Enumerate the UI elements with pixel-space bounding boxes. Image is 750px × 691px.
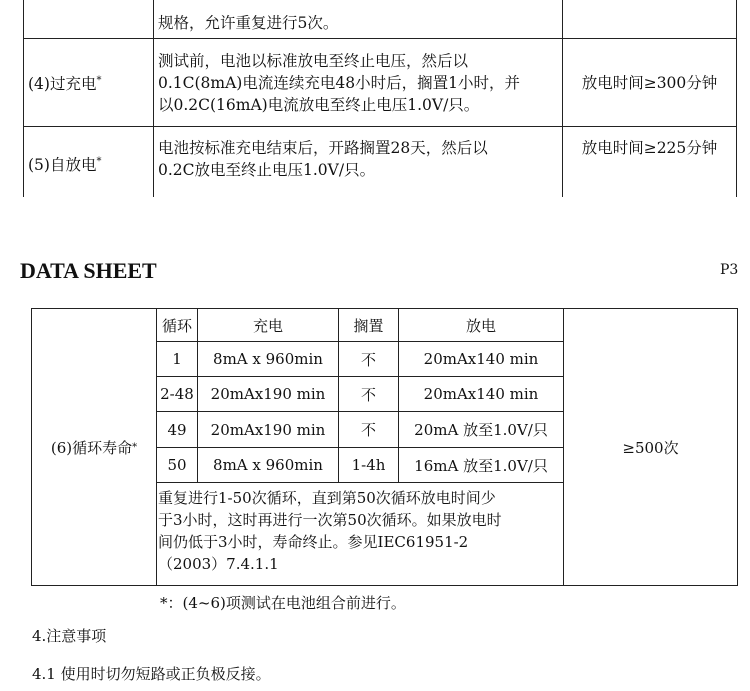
- row4-desc-cell: [154, 39, 563, 127]
- row5-label-cell: [24, 127, 154, 201]
- table-cell: 20mAx140 min: [423, 350, 539, 368]
- table-cell: 20mA 放至1.0V/只: [414, 421, 548, 439]
- table-cell: 1: [172, 350, 182, 368]
- header-rest: 搁置: [353, 317, 384, 335]
- cycle-note-line: 间仍低于3小时，寿命终止。参见IEC61951-2: [158, 533, 469, 551]
- table-cell: 8mA x 960min: [213, 350, 323, 368]
- header-discharge: 放电: [465, 317, 496, 335]
- table-cell: 16mA 放至1.0V/只: [414, 456, 548, 475]
- row5-label: (5)自放电: [28, 156, 97, 175]
- row5-desc-line: 0.2C放电至终止电压1.0V/只。: [158, 161, 376, 179]
- row5-result: 放电时间≥225分钟: [563, 127, 737, 201]
- row4-desc-line: 0.1C(8mA)电流连续充电48小时后，搁置1小时，并: [158, 73, 520, 92]
- table-cell: 49: [167, 420, 187, 439]
- cycle-life-star: *: [132, 442, 138, 453]
- table-cell: 不: [360, 385, 376, 404]
- page-number: P3: [720, 262, 739, 278]
- table-cell: 2-48: [160, 385, 194, 403]
- row5-star: *: [96, 155, 102, 167]
- page-title: DATA SHEET: [20, 258, 157, 283]
- cycle-note-line: 重复进行1-50次循环，直到第50次循环放电时间少: [158, 489, 496, 507]
- table-cell: 20mAx190 min: [210, 420, 326, 439]
- row4-desc-line: 测试前，电池以标准放电至终止电压，然后以: [158, 51, 469, 70]
- row3-desc-text: 规格，允许重复进行5次。: [158, 13, 339, 32]
- table-cell: 8mA x 960min: [213, 456, 323, 474]
- table-cell: 不: [360, 350, 376, 369]
- footnote: *：(4~6)项测试在电池组合前进行。: [160, 594, 406, 612]
- cycle-note: [158, 487, 560, 575]
- row4-desc-line: 以0.2C(16mA)电流放电至终止电压1.0V/只。: [158, 95, 480, 114]
- row3-label-cell: [24, 0, 154, 39]
- table-cell: 不: [360, 421, 376, 439]
- table-cell: 1-4h: [351, 456, 386, 474]
- section-title: 4.注意事项: [32, 627, 107, 645]
- row3-result-cell: [563, 0, 737, 39]
- cycle-note-line: （2003）7.4.1.1: [158, 555, 279, 573]
- cycle-life-label: (6)循环寿命: [50, 439, 133, 457]
- header-cycle: 循环: [161, 317, 192, 335]
- row4-star: *: [96, 74, 102, 86]
- row5-desc-cell: [154, 127, 563, 201]
- row3-desc-cell: [154, 0, 563, 39]
- row4-result: 放电时间≥300分钟: [563, 39, 737, 127]
- cycle-life-label-cell: [32, 309, 156, 586]
- table-cell: 20mAx190 min: [210, 385, 326, 403]
- header-charge: 充电: [252, 317, 283, 335]
- cycle-life-result: ≥500次: [622, 439, 679, 457]
- cycle-note-line: 于3小时，这时再进行一次第50次循环。如果放电时: [158, 511, 502, 529]
- row5-desc-line: 电池按标准充电结束后，开路搁置28天，然后以: [158, 139, 488, 157]
- table-cell: 50: [167, 456, 187, 474]
- row4-label: (4)过充电: [28, 75, 97, 94]
- row4-label-cell: [24, 39, 154, 127]
- spec-table-top: [23, 0, 737, 201]
- table-cutoff-mask: [20, 197, 750, 203]
- section-item: 4.1 使用时切勿短路或正负极反接。: [32, 665, 271, 683]
- table-cell: 20mAx140 min: [423, 385, 539, 403]
